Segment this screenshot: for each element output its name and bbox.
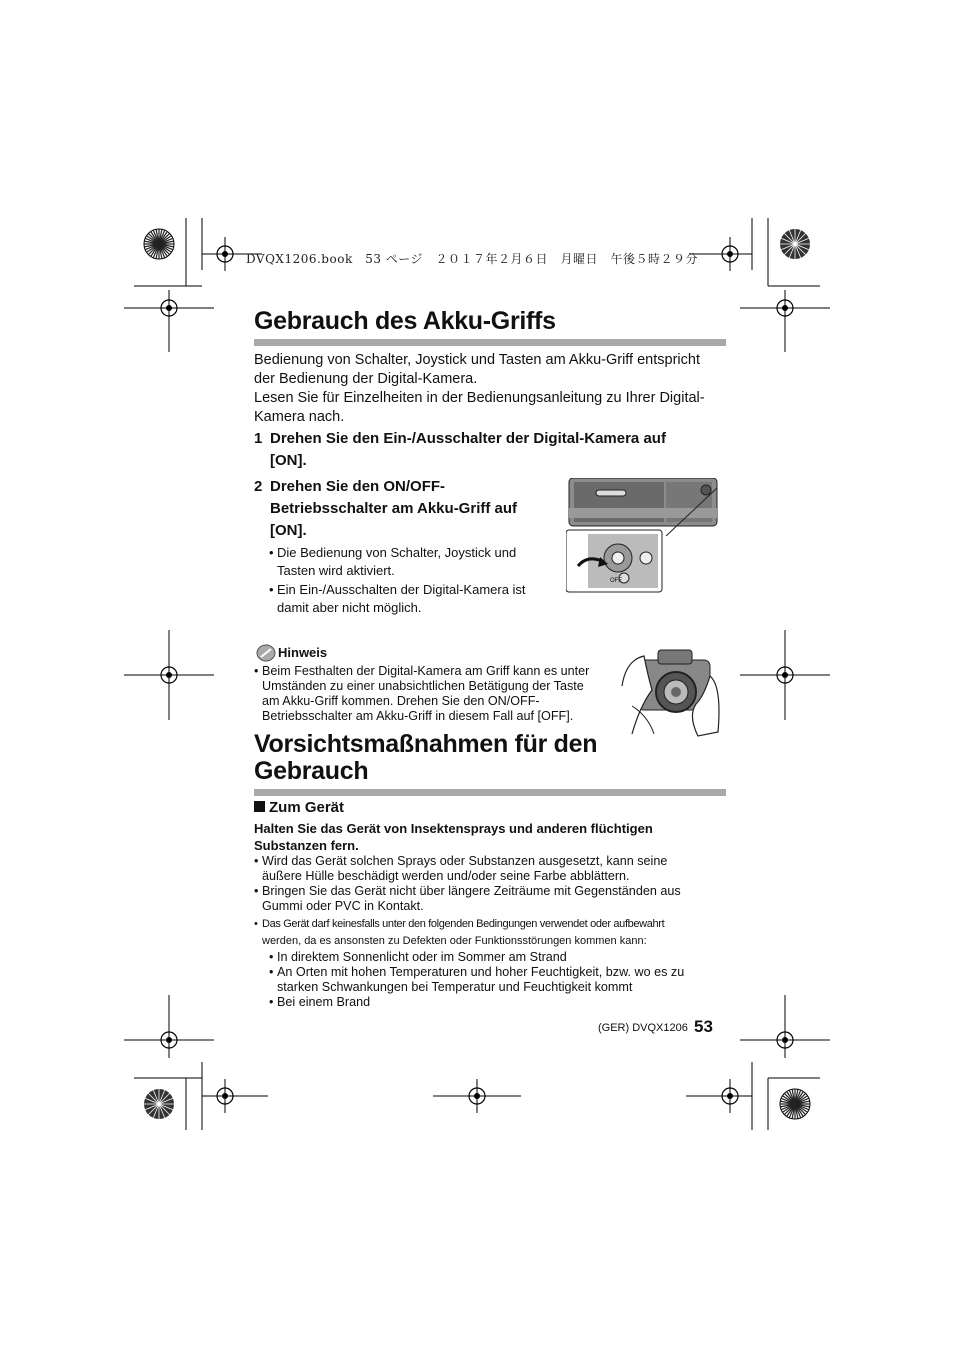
- bullet-text: Gummi oder PVC in Kontakt.: [262, 899, 424, 913]
- subheading-text: Zum Gerät: [269, 799, 345, 816]
- step-number: 1: [254, 430, 263, 447]
- intro-line: Lesen Sie für Einzelheiten in der Bedienungsanleitung zu Ihrer Digital-: [254, 390, 705, 406]
- precaution-bullet: • Bringen Sie das Gerät nicht über längere Zeiträume mit Gegenständen aus Gummi oder PVC in Kontakt.: [254, 884, 681, 913]
- section-title-line: Gebrauch: [254, 757, 369, 785]
- bullet-text: In direktem Sonnenlicht oder im Sommer am Strand: [277, 950, 567, 964]
- print-header: DVQX1206.book 53 ページ ２０１７年２月６日 月曜日 午後５時２９分: [246, 252, 699, 266]
- square-bullet-icon: [254, 801, 265, 812]
- off-label: OFF: [610, 578, 622, 584]
- step2-bullet: • Die Bedienung von Schalter, Joystick und Tasten wird aktiviert.: [269, 545, 517, 578]
- step2-bullet: • Ein Ein-/Ausschalten der Digital-Kamera ist damit aber nicht möglich.: [269, 582, 526, 615]
- condition-bullet: • Bei einem Brand: [269, 995, 371, 1009]
- bullet-text: Bringen Sie das Gerät nicht über längere Zeiträume mit Gegenständen aus: [262, 884, 681, 898]
- note-text: Beim Festhalten der Digital-Kamera am Griff kann es unter: [262, 664, 590, 678]
- bullet-text: An Orten mit hohen Temperaturen und hoher Feuchtigkeit, bzw. wo es zu: [277, 965, 685, 979]
- precaution-bullet: • Wird das Gerät solchen Sprays oder Substanzen ausgesetzt, kann seine äußere Hülle beschädigt werden und/oder seine Farbe abblättern.: [254, 854, 668, 883]
- page-number: 53: [694, 1017, 713, 1036]
- condition-bullet: • An Orten mit hohen Temperaturen und hoher Feuchtigkeit, bzw. wo es zu starken Schwankungen bei Temperatur und Feuchtigkeit kommt: [269, 965, 685, 994]
- title-rule: [254, 789, 726, 796]
- note-text: Umständen zu einer unabsichtlichen Betätigung der Taste: [262, 679, 584, 693]
- bullet-text: Bei einem Brand: [277, 995, 371, 1009]
- bullet-text: Das Gerät darf keinesfalls unter den folgenden Bedingungen verwendet oder aufbewahrt: [262, 918, 665, 930]
- note-title: Hinweis: [278, 645, 328, 660]
- warning-line: Halten Sie das Gerät von Insektensprays und anderen flüchtigen: [254, 821, 653, 836]
- warning-bold: [254, 820, 653, 854]
- bullet-text: Die Bedienung von Schalter, Joystick und: [277, 545, 517, 560]
- subheading-device: [254, 799, 344, 816]
- step-number: 2: [254, 478, 263, 495]
- step-text: Betriebsschalter am Akku-Griff auf: [270, 500, 518, 517]
- intro-paragraph: [254, 351, 705, 427]
- intro-line: Kamera nach.: [254, 409, 345, 425]
- section-title-precautions: [254, 731, 597, 785]
- battery-grip-switch-illustration: [566, 478, 720, 594]
- step-text: Drehen Sie den ON/OFF-: [270, 478, 446, 495]
- note-text: am Akku-Griff kommen. Drehen Sie den ON/OFF-: [262, 694, 540, 708]
- hands-holding-camera-illustration: [618, 646, 722, 738]
- step-text: [ON].: [270, 452, 307, 469]
- bullet-text: werden, da es ansonsten zu Defekten oder Funktionsstörungen kommen kann:: [262, 935, 647, 947]
- step-1: [254, 428, 724, 474]
- bullet-text: damit aber nicht möglich.: [277, 600, 422, 615]
- note-bullet: • Beim Festhalten der Digital-Kamera am Griff kann es unter Umständen zu einer unabsichtlichen Betätigung der Taste am Akku-Griff kommen. Drehen Sie den ON/OFF- Betriebsschalter am Akku-Griff in diesem Fall auf [OFF].: [254, 664, 590, 723]
- bullet-text: Wird das Gerät solchen Sprays oder Substanzen ausgesetzt, kann seine: [262, 854, 668, 868]
- condition-bullet: • In direktem Sonnenlicht oder im Sommer am Strand: [269, 950, 567, 964]
- bullet-text: Tasten wird aktiviert.: [277, 563, 395, 578]
- title-rule: [254, 339, 726, 346]
- note-pencil-icon: [256, 644, 276, 662]
- bullet-text: starken Schwankungen bei Temperatur und Feuchtigkeit kommt: [277, 980, 633, 994]
- intro-line: Bedienung von Schalter, Joystick und Tasten am Akku-Griff entspricht: [254, 352, 700, 368]
- intro-line: der Bedienung der Digital-Kamera.: [254, 371, 478, 387]
- step-text: Drehen Sie den Ein-/Ausschalter der Digital-Kamera auf: [270, 430, 666, 447]
- step-2: [254, 476, 554, 546]
- precaution-small-bullet: • Das Gerät darf keinesfalls unter den folgenden Bedingungen verwendet oder aufbewahrt werden, da es ansonsten zu Defekten oder Funktionsstörungen kommen kann:: [254, 916, 726, 950]
- step-text: [ON].: [270, 522, 307, 539]
- section-title-line: Vorsichtsmaßnahmen für den: [254, 730, 598, 758]
- section-title-battery-grip: Gebrauch des Akku-Griffs: [254, 307, 556, 335]
- footer-code: (GER) DVQX1206: [598, 1022, 688, 1034]
- bullet-text: Ein Ein-/Ausschalten der Digital-Kamera ist: [277, 582, 526, 597]
- note-text: Betriebsschalter am Akku-Griff in diesem Fall auf [OFF].: [262, 709, 574, 723]
- warning-line: Substanzen fern.: [254, 838, 359, 853]
- bullet-text: äußere Hülle beschädigt werden und/oder seine Farbe abblättern.: [262, 869, 630, 883]
